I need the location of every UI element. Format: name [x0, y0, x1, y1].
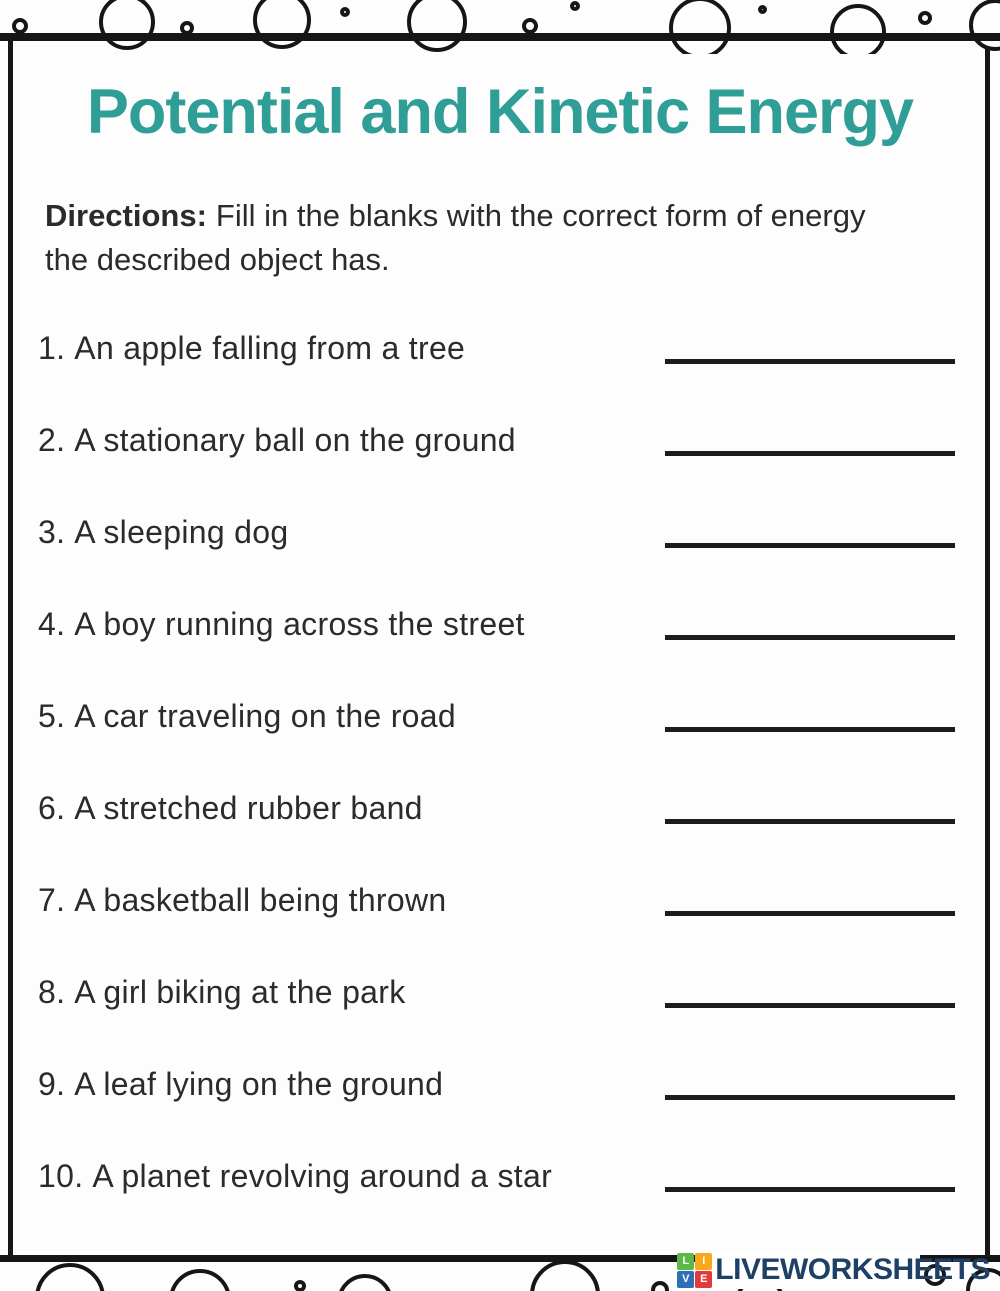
question-row-6: [0, 762, 1000, 854]
bubble-decoration: [35, 1263, 105, 1291]
question-number: 8.: [38, 973, 66, 1010]
logo-letter-l: L: [677, 1253, 694, 1270]
liveworksheets-brand-text: LIVEWORKSHEETS: [715, 1253, 990, 1286]
question-number: 2.: [38, 421, 66, 458]
question-label: A boy running across the street: [74, 605, 525, 642]
question-row-2: [0, 394, 1000, 486]
question-row-9: [0, 1038, 1000, 1130]
question-number: 6.: [38, 789, 66, 826]
question-row-7: [0, 854, 1000, 946]
directions: [45, 194, 905, 283]
answer-blank-3[interactable]: [665, 517, 955, 548]
bubble-decoration: [669, 0, 731, 54]
question-label: A planet revolving around a star: [92, 1157, 553, 1194]
answer-blank-1[interactable]: [665, 333, 955, 364]
question-text: [38, 330, 465, 367]
answer-blank-8[interactable]: [665, 977, 955, 1008]
answer-blank-4[interactable]: [665, 609, 955, 640]
bubble-decoration: [530, 1260, 600, 1291]
question-text: [38, 1066, 443, 1103]
worksheet-title: Potential and Kinetic Energy: [86, 77, 914, 147]
question-label: An apple falling from a tree: [74, 329, 466, 366]
question-list: [0, 302, 1000, 1222]
question-label: A stretched rubber band: [74, 789, 423, 826]
answer-blank-7[interactable]: [665, 885, 955, 916]
answer-blank-9[interactable]: [665, 1069, 955, 1100]
question-text: [38, 1158, 552, 1195]
question-row-8: [0, 946, 1000, 1038]
bubble-decoration: [294, 1280, 306, 1291]
question-text: [38, 422, 516, 459]
answer-blank-6[interactable]: [665, 793, 955, 824]
logo-letter-v: V: [677, 1271, 694, 1288]
question-number: 3.: [38, 513, 66, 550]
question-text: [38, 790, 423, 827]
bubble-decoration: [758, 5, 767, 14]
bubble-decoration: [830, 4, 886, 54]
top-border-line: [0, 33, 1000, 41]
question-label: A sleeping dog: [74, 513, 289, 550]
directions-text: Fill in the blanks with the correct form of energy the described object has.: [45, 198, 866, 278]
question-number: 10.: [38, 1157, 84, 1194]
directions-label: Directions:: [45, 198, 207, 233]
question-text: [38, 606, 525, 643]
question-text: [38, 514, 288, 551]
bubble-decoration: [522, 18, 538, 34]
question-number: 1.: [38, 329, 66, 366]
logo-letter-i: I: [695, 1253, 712, 1270]
bubble-decoration: [12, 18, 28, 34]
liveworksheets-logo-icon: [677, 1253, 712, 1288]
bubble-decoration: [340, 7, 350, 17]
question-row-10: [0, 1130, 1000, 1222]
question-row-4: [0, 578, 1000, 670]
question-number: 4.: [38, 605, 66, 642]
question-row-3: [0, 486, 1000, 578]
question-label: A car traveling on the road: [74, 697, 456, 734]
question-number: 5.: [38, 697, 66, 734]
question-label: A stationary ball on the ground: [74, 421, 516, 458]
question-number: 9.: [38, 1065, 66, 1102]
question-text: [38, 882, 446, 919]
bubble-decoration: [570, 1, 580, 11]
liveworksheets-footer: [677, 1250, 990, 1290]
question-label: A leaf lying on the ground: [74, 1065, 444, 1102]
question-text: [38, 698, 456, 735]
question-label: A girl biking at the park: [74, 973, 406, 1010]
question-label: A basketball being thrown: [74, 881, 447, 918]
answer-blank-10[interactable]: [665, 1161, 955, 1192]
answer-blank-2[interactable]: [665, 425, 955, 456]
bubble-decoration: [918, 11, 932, 25]
question-number: 7.: [38, 881, 66, 918]
answer-blank-5[interactable]: [665, 701, 955, 732]
bubble-decoration: [337, 1274, 393, 1291]
question-text: [38, 974, 406, 1011]
question-row-1: [0, 302, 1000, 394]
question-row-5: [0, 670, 1000, 762]
bubble-decoration: [651, 1281, 669, 1291]
logo-letter-e: E: [695, 1271, 712, 1288]
bubble-decoration: [169, 1269, 231, 1291]
